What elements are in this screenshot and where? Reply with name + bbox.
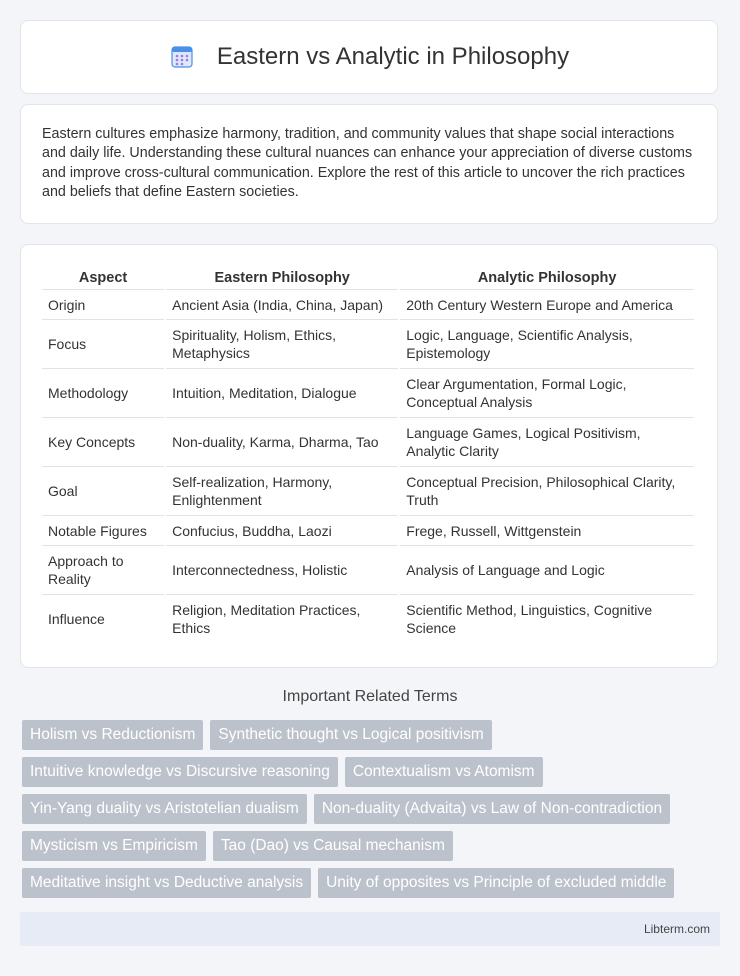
footer-site-link[interactable]: Libterm.com [643, 922, 710, 936]
table-cell: Influence [42, 594, 164, 643]
table-row [42, 594, 694, 643]
table-cell: Intuition, Meditation, Dialogue [166, 368, 398, 417]
table-cell: Religion, Meditation Practices, Ethics [166, 594, 398, 643]
table-cell: Conceptual Precision, Philosophical Clarity, Truth [400, 466, 694, 515]
table-row [42, 319, 694, 368]
related-term-tag[interactable]: Unity of opposites vs Principle of excluded middle [318, 868, 674, 898]
table-cell: Focus [42, 319, 164, 368]
intro-card [20, 104, 718, 224]
table-row [42, 417, 694, 466]
table-row [42, 466, 694, 515]
table-cell: Logic, Language, Scientific Analysis, Epistemology [400, 319, 694, 368]
related-term-tag[interactable]: Tao (Dao) vs Causal mechanism [213, 831, 453, 861]
table-cell: Spirituality, Holism, Ethics, Metaphysics [166, 319, 398, 368]
tag-row [22, 868, 722, 898]
column-header-analytic: Analytic Philosophy [477, 270, 617, 286]
table-cell: Methodology [42, 368, 164, 417]
related-term-tag[interactable]: Meditative insight vs Deductive analysis [22, 868, 311, 898]
footer [20, 912, 720, 946]
header-card [20, 20, 718, 94]
table-row [42, 368, 694, 417]
table-row [42, 289, 694, 319]
related-term-tag[interactable]: Mysticism vs Empiricism [22, 831, 206, 861]
calendar-grid-icon [169, 45, 195, 69]
table-header-row [42, 265, 694, 289]
related-term-tag[interactable]: Contextualism vs Atomism [345, 757, 543, 787]
tag-row [22, 831, 722, 861]
table-cell: Goal [42, 466, 164, 515]
table-row [42, 545, 694, 594]
table-cell: Non-duality, Karma, Dharma, Tao [166, 417, 398, 466]
table-cell: Confucius, Buddha, Laozi [166, 515, 398, 545]
table-cell: 20th Century Western Europe and America [400, 289, 694, 319]
table-cell: Ancient Asia (India, China, Japan) [166, 289, 398, 319]
table-cell: Clear Argumentation, Formal Logic, Conceptual Analysis [400, 368, 694, 417]
related-term-tag[interactable]: Holism vs Reductionism [22, 720, 203, 750]
related-term-tag[interactable]: Intuitive knowledge vs Discursive reasoning [22, 757, 338, 787]
related-terms-heading: Important Related Terms [282, 688, 458, 705]
table-cell: Notable Figures [42, 515, 164, 545]
tag-row [22, 720, 722, 750]
table-row [42, 515, 694, 545]
table-cell: Scientific Method, Linguistics, Cognitive Science [400, 594, 694, 643]
column-header-aspect: Aspect [78, 270, 128, 286]
comparison-table-card [20, 244, 718, 668]
table-cell: Key Concepts [42, 417, 164, 466]
related-term-tag[interactable]: Synthetic thought vs Logical positivism [210, 720, 491, 750]
related-term-tag[interactable]: Non-duality (Advaita) vs Law of Non-contradiction [314, 794, 670, 824]
table-cell: Origin [42, 289, 164, 319]
tag-row [22, 757, 722, 787]
related-term-tag[interactable]: Yin-Yang duality vs Aristotelian dualism [22, 794, 307, 824]
table-cell: Analysis of Language and Logic [400, 545, 694, 594]
page-title: Eastern vs Analytic in Philosophy [216, 43, 570, 70]
table-cell: Frege, Russell, Wittgenstein [400, 515, 694, 545]
table-cell: Interconnectedness, Holistic [166, 545, 398, 594]
comparison-table [40, 265, 696, 643]
table-cell: Approach to Reality [42, 545, 164, 594]
column-header-eastern: Eastern Philosophy [214, 270, 350, 286]
related-terms-list [22, 720, 722, 905]
intro-text: Eastern cultures emphasize harmony, tradition, and community values that shape social interactions and daily life. Understanding these cultural nuances can enhance your appreciation of diverse customs and improve cross-cultural communication. Explore the rest of this article to uncover the rich practices and beliefs that define Eastern societies. [42, 126, 693, 200]
table-cell: Language Games, Logical Positivism, Analytic Clarity [400, 417, 694, 466]
table-cell: Self-realization, Harmony, Enlightenment [166, 466, 398, 515]
tag-row [22, 794, 722, 824]
